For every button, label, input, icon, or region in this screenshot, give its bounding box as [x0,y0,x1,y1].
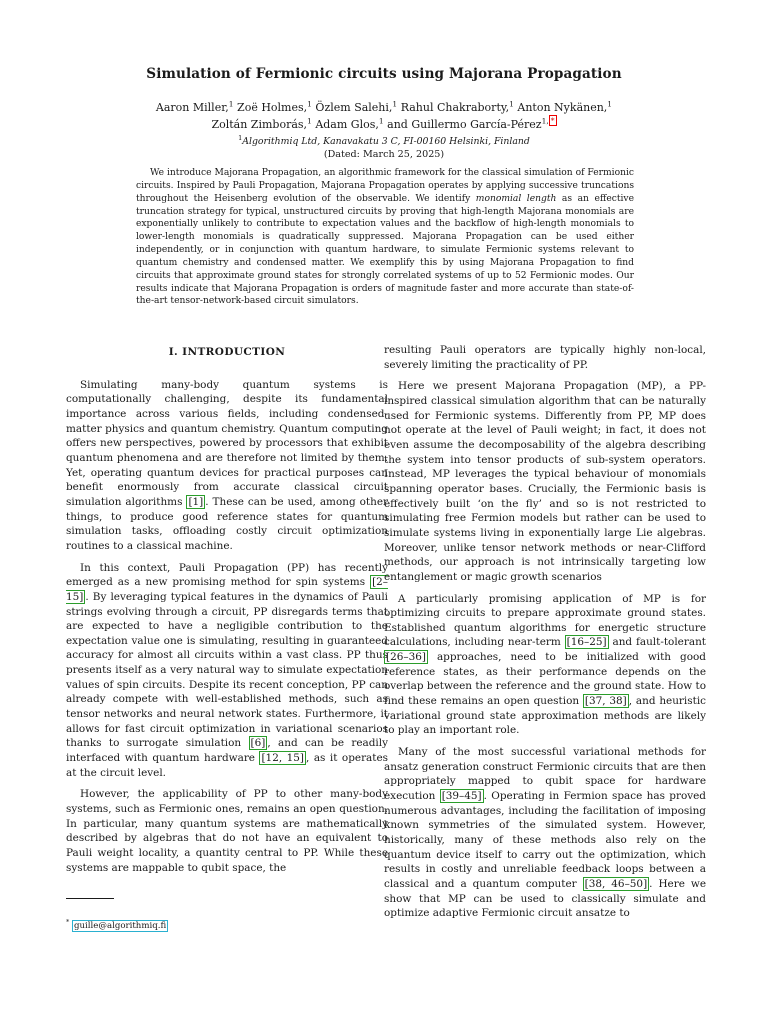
body-text: Simulating many-body quantum systems is computationally challenging, despite its fundamental importance across various fields, including condensed-matter physics and quantum chemistry. Quantum computing offers new perspectives, powered by processors that exhibit quantum phenomena and are therefore not limited by them. Yet, operating quantum devices for practical purposes can benefit enormously from accurate classical circuit simulation algorithms [66,378,388,508]
paper-title: Simulation of Fermionic circuits using Majorana Propagation [146,66,622,82]
body-text: approaches, need to be initialized with good reference states, as their performance depends on the overlap between the reference and the ground state. How to find these remains an open question [384,651,706,708]
paragraph [66,561,388,781]
affiliation-text: Algorithmiq Ltd, Kanavakatu 3 C, FI-00160 Helsinki, Finland [242,136,530,147]
right-column [384,343,706,928]
affiliation-mark: 1, [541,116,549,126]
abstract [136,167,634,308]
body-text: . Operating in Fermion space has proved numerous advantages, including the facilitation of imposing known symmetries of the simulated system. However, historically, many of these methods also rely on the quantum device itself to carry out the optimization, which results in costly and unreliable feedback loops between a classical and a quantum computer [384,790,706,890]
author: Rahul Chakraborty, [400,101,510,114]
left-column [66,343,388,882]
citation-link[interactable]: [1] [188,495,204,508]
citation-link[interactable]: [2–15] [66,576,388,603]
section-heading: I. INTRODUCTION [168,346,286,358]
footnote [66,918,168,931]
citation-link[interactable]: [26–36] [386,651,426,664]
affiliation [0,133,768,148]
affiliation-mark: 1 [307,99,312,109]
paragraph: resulting Pauli operators are typically highly non-local, severely limiting the practicality of PP. [384,344,706,371]
dated-line: (Dated: March 25, 2025) [323,149,445,160]
author-list [150,99,618,133]
citation-link[interactable]: [12, 15] [261,752,305,765]
paragraph [66,378,388,554]
author: and Guillermo García-Pérez [387,118,542,131]
paragraph: Here we present Majorana Propagation (MP), a PP-inspired classical simulation algorithm that can be naturally used for Fermionic systems. Differently from PP, MP does not operate at the level of Pauli weight; in fact, it does not even assume the decomposability of the algebra describing the system into tensor products of sub-system operators. Instead, MP leverages the typical behaviour of monomials spanning operator bases. Crucially, the Fermionic basis is effectively built ‘on the fly’ and so is not restricted to simulating free Fermion models but rather can be used to simulate systems living in exponentially large Lie algebras. Moreover, unlike tensor network methods or near-Clifford methods, our approach is not intrinsically targeting low entanglement or magic growth scenarios [384,380,706,583]
paragraph: However, the applicability of PP to other many-body systems, such as Fermionic ones, remains an open question. In particular, many quantum systems are mathematically described by algebras that do not have an equivalent to Pauli weight locality, a quantity central to PP. While these systems are mappable to qubit space, the [66,788,388,874]
affiliation-mark: 1 [392,99,398,109]
body-text: Many of the most successful variational methods for ansatz generation construct Fermionic circuits that are then appropriately mapped to qubit space for hardware execution [384,746,706,803]
author: Zoë Holmes, [237,101,308,114]
abstract-emphasis: monomial length [475,193,557,204]
citation-link[interactable]: [38, 46–50] [584,877,648,890]
footnote-mark: * [66,918,70,927]
affiliation-mark: 1 [238,133,243,142]
body-text: . These can be used, among other things, to produce good reference states for quantum simulation tasks, offloading costly circuit optimization routines to a classical machine. [66,495,388,552]
body-text: . Here we show that MP can be used to classically simulate and optimize adaptive Fermionic circuit ansatze to [384,877,706,920]
paragraph [384,592,706,739]
corresponding-author-link[interactable]: * [550,116,555,126]
author: Zoltán Zimborás, [211,118,308,131]
citation-link[interactable]: [16–25] [566,636,607,649]
abstract-text: We introduce Majorana Propagation, an algorithmic framework for the classical simulation of Fermionic circuits. Inspired by Pauli Propagation, Majorana Propagation operates by applying successive truncations throughout the Heisenberg evolution of the observable. We identify [136,168,634,204]
body-text: , as it operates at the circuit level. [66,752,389,779]
abstract-text: as an effective truncation strategy for typical, unstructured circuits by proving that high-length Majorana monomials are exponentially unlikely to contribute to expectation values and the backflow of high-length monomials to lower-length monomials is quadratically suppressed. Majorana Propagation can be used either independently, or in conjunction with quantum hardware, to simulate Fermionic systems relevant to quantum chemistry and condensed matter. We exemplify this by using Majorana Propagation to find circuits that approximate ground states for strongly correlated systems of up to 52 Fermionic modes. Our results indicate that Majorana Propagation is orders of magnitude faster and more accurate than state-of-the-art tensor-network-based circuit simulators. [136,193,634,307]
body-text: , and heuristic variational ground state approximation methods are likely to play an important role. [384,695,706,737]
affiliation-mark: 1 [378,116,384,126]
author: Aaron Miller, [155,101,229,114]
body-text: A particularly promising application of MP is for optimizing circuits to prepare approximate ground states. Established quantum algorithms for energetic structure calculations, including near-term [384,592,706,649]
author: Adam Glos, [315,118,379,131]
affiliation-mark: 1 [228,99,234,109]
body-text: In this context, Pauli Propagation (PP) has recently emerged as a new promising method for spin systems [66,561,388,589]
paragraph [384,745,706,921]
citation-link[interactable]: [39–45] [441,790,482,803]
affiliation-mark: 1 [509,99,514,109]
body-text: . By leveraging typical features in the dynamics of Pauli strings evolving through a circuit, PP disregards terms that are expected to have a negligible contribution to the expectation value one is simulating, resulting in guaranteed accuracy for almost all circuits within a vast class. PP thus presents itself as a very natural way to simulate expectation values of spin circuits. Despite its recent conception, PP can already compete with well-established methods, such as tensor networks and neural network states. Furthermore, it allows for fast circuit optimization in variational scenarios thanks to surrogate simulation [66,590,388,750]
citation-link[interactable]: [6] [250,737,266,750]
author: Özlem Salehi, [315,101,393,114]
body-text: , and can be readily interfaced with quantum hardware [66,737,388,765]
author: Anton Nykänen, [517,101,608,114]
affiliation-mark: 1 [307,116,312,126]
citation-link[interactable]: [37, 38] [584,695,627,708]
footnote-divider [66,898,114,899]
body-text: and fault-tolerant [608,636,706,649]
email-link[interactable]: guille@algorithmiq.fi [73,921,167,931]
affiliation-mark: 1 [607,99,613,109]
